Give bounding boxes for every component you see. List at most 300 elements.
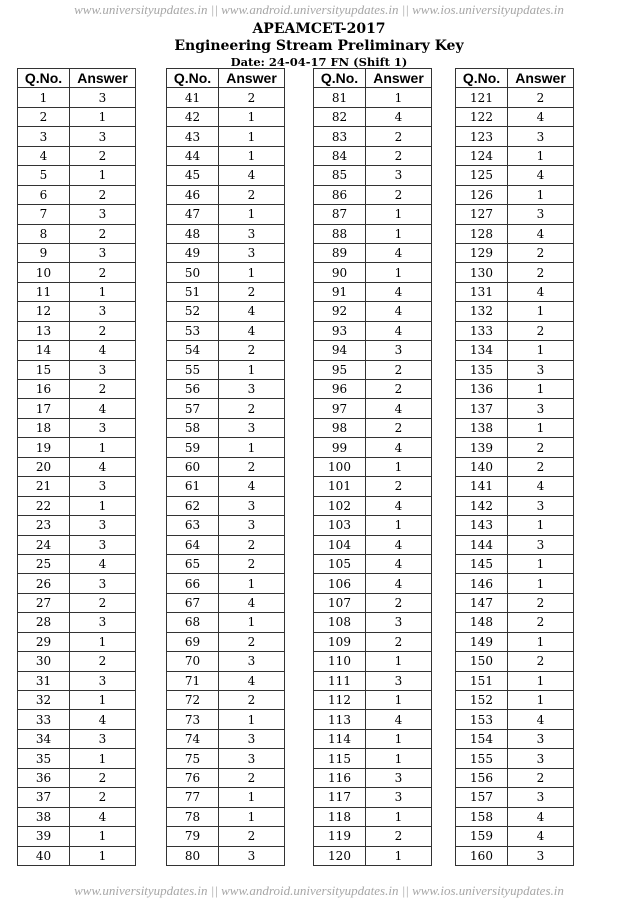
- table-row: [167, 380, 285, 399]
- table-row: [314, 418, 432, 437]
- question-number: 88: [314, 224, 366, 243]
- question-number: 143: [456, 516, 508, 535]
- answer-value: 3: [70, 205, 136, 224]
- table-row: [314, 710, 432, 729]
- question-number: 142: [456, 496, 508, 515]
- answer-value: 1: [366, 263, 432, 282]
- answer-value: 1: [70, 496, 136, 515]
- question-number: 43: [167, 127, 219, 146]
- table-row: [314, 535, 432, 554]
- answer-value: 4: [70, 341, 136, 360]
- question-number: 71: [167, 671, 219, 690]
- question-number: 1: [18, 88, 70, 107]
- table-row: [456, 243, 574, 262]
- table-row: [456, 477, 574, 496]
- table-row: [314, 729, 432, 748]
- question-number: 20: [18, 457, 70, 476]
- table-row: [167, 788, 285, 807]
- answer-header: Answer: [219, 69, 285, 88]
- question-number: 60: [167, 457, 219, 476]
- qno-header: Q.No.: [456, 69, 508, 88]
- table-row: [167, 593, 285, 612]
- answer-value: 1: [70, 691, 136, 710]
- question-number: 118: [314, 807, 366, 826]
- table-row: [456, 341, 574, 360]
- answer-value: 4: [366, 496, 432, 515]
- answer-value: 2: [366, 185, 432, 204]
- question-number: 59: [167, 438, 219, 457]
- question-number: 146: [456, 574, 508, 593]
- table-row: [167, 652, 285, 671]
- question-number: 28: [18, 613, 70, 632]
- table-row: [456, 691, 574, 710]
- question-number: 83: [314, 127, 366, 146]
- question-number: 73: [167, 710, 219, 729]
- question-number: 101: [314, 477, 366, 496]
- question-number: 119: [314, 827, 366, 846]
- table-row: [18, 846, 136, 865]
- answer-value: 3: [70, 477, 136, 496]
- answer-value: 4: [508, 224, 574, 243]
- answer-value: 2: [366, 632, 432, 651]
- question-number: 31: [18, 671, 70, 690]
- table-row: [18, 243, 136, 262]
- question-number: 93: [314, 321, 366, 340]
- table-row: [167, 671, 285, 690]
- table-row: [314, 166, 432, 185]
- question-number: 110: [314, 652, 366, 671]
- table-row: [314, 457, 432, 476]
- question-number: 156: [456, 768, 508, 787]
- answer-value: 4: [70, 457, 136, 476]
- question-number: 78: [167, 807, 219, 826]
- question-number: 44: [167, 146, 219, 165]
- table-row: [167, 107, 285, 126]
- question-number: 133: [456, 321, 508, 340]
- answer-value: 2: [508, 438, 574, 457]
- answer-value: 1: [366, 516, 432, 535]
- table-row: [18, 652, 136, 671]
- answer-value: 2: [508, 263, 574, 282]
- answer-value: 4: [366, 535, 432, 554]
- answer-value: 3: [508, 360, 574, 379]
- question-number: 158: [456, 807, 508, 826]
- answer-value: 1: [508, 185, 574, 204]
- question-number: 134: [456, 341, 508, 360]
- table-row: [18, 496, 136, 515]
- table-row: [18, 710, 136, 729]
- question-number: 2: [18, 107, 70, 126]
- question-number: 13: [18, 321, 70, 340]
- table-row: [18, 535, 136, 554]
- answer-value: 1: [508, 341, 574, 360]
- answer-value: 2: [219, 691, 285, 710]
- answer-value: 3: [219, 224, 285, 243]
- answer-value: 4: [219, 321, 285, 340]
- table-row: [18, 554, 136, 573]
- answer-value: 3: [70, 516, 136, 535]
- question-number: 121: [456, 88, 508, 107]
- table-row: [18, 380, 136, 399]
- question-number: 12: [18, 302, 70, 321]
- answer-value: 3: [508, 788, 574, 807]
- table-row: [18, 146, 136, 165]
- answer-value: 2: [70, 380, 136, 399]
- table-row: [167, 846, 285, 865]
- question-number: 87: [314, 205, 366, 224]
- answer-value: 3: [508, 496, 574, 515]
- table-row: [456, 593, 574, 612]
- question-number: 131: [456, 282, 508, 301]
- question-number: 66: [167, 574, 219, 593]
- question-number: 40: [18, 846, 70, 865]
- answer-value: 4: [366, 282, 432, 301]
- question-number: 36: [18, 768, 70, 787]
- answer-value: 3: [219, 380, 285, 399]
- question-number: 137: [456, 399, 508, 418]
- answer-value: 1: [219, 205, 285, 224]
- answer-value: 3: [508, 846, 574, 865]
- answer-value: 4: [508, 827, 574, 846]
- answer-value: 4: [508, 710, 574, 729]
- table-row: [18, 341, 136, 360]
- table-row: [314, 360, 432, 379]
- table-row: [167, 321, 285, 340]
- table-row: [18, 438, 136, 457]
- answer-value: 3: [366, 341, 432, 360]
- question-number: 149: [456, 632, 508, 651]
- table-row: [167, 166, 285, 185]
- table-row: [18, 282, 136, 301]
- answer-value: 2: [219, 457, 285, 476]
- answer-header: Answer: [366, 69, 432, 88]
- question-number: 114: [314, 729, 366, 748]
- question-number: 160: [456, 846, 508, 865]
- table-row: [314, 243, 432, 262]
- answer-value: 4: [70, 399, 136, 418]
- answer-value: 4: [366, 302, 432, 321]
- answer-value: 2: [366, 360, 432, 379]
- table-row: [167, 360, 285, 379]
- answer-value: 2: [366, 418, 432, 437]
- answer-value: 1: [219, 613, 285, 632]
- question-number: 157: [456, 788, 508, 807]
- answer-value: 1: [219, 438, 285, 457]
- answer-value: 1: [508, 691, 574, 710]
- question-number: 94: [314, 341, 366, 360]
- question-number: 69: [167, 632, 219, 651]
- answer-value: 1: [366, 205, 432, 224]
- question-number: 17: [18, 399, 70, 418]
- table-row: [167, 185, 285, 204]
- answer-header: Answer: [508, 69, 574, 88]
- answer-value: 1: [366, 652, 432, 671]
- answer-value: 3: [70, 88, 136, 107]
- question-number: 108: [314, 613, 366, 632]
- table-row: [167, 302, 285, 321]
- table-row: [456, 127, 574, 146]
- question-number: 25: [18, 554, 70, 573]
- answer-value: 2: [70, 593, 136, 612]
- question-number: 154: [456, 729, 508, 748]
- question-number: 76: [167, 768, 219, 787]
- table-row: [314, 399, 432, 418]
- table-row: [456, 418, 574, 437]
- table-row: [456, 846, 574, 865]
- question-number: 105: [314, 554, 366, 573]
- question-number: 45: [167, 166, 219, 185]
- answer-value: 2: [366, 477, 432, 496]
- answer-value: 3: [70, 613, 136, 632]
- question-number: 111: [314, 671, 366, 690]
- table-row: [456, 632, 574, 651]
- table-row: [456, 749, 574, 768]
- table-row: [18, 321, 136, 340]
- table-row: [18, 827, 136, 846]
- answer-value: 2: [70, 788, 136, 807]
- table-row: [18, 691, 136, 710]
- answer-value: 2: [366, 127, 432, 146]
- question-number: 92: [314, 302, 366, 321]
- answer-value: 4: [70, 710, 136, 729]
- question-number: 126: [456, 185, 508, 204]
- table-row: [314, 554, 432, 573]
- answer-value: 2: [70, 263, 136, 282]
- table-row: [314, 302, 432, 321]
- table-row: [18, 457, 136, 476]
- table-row: [167, 632, 285, 651]
- answer-value: 2: [366, 827, 432, 846]
- question-number: 57: [167, 399, 219, 418]
- question-number: 79: [167, 827, 219, 846]
- question-number: 75: [167, 749, 219, 768]
- watermark-bottom: www.universityupdates.in || www.android.universityupdates.in || www.ios.universityupdates.in: [74, 883, 564, 898]
- answer-value: 1: [70, 632, 136, 651]
- answer-value: 3: [508, 535, 574, 554]
- answer-value: 1: [366, 457, 432, 476]
- question-number: 113: [314, 710, 366, 729]
- table-row: [456, 88, 574, 107]
- question-number: 155: [456, 749, 508, 768]
- question-number: 50: [167, 263, 219, 282]
- answer-value: 3: [70, 535, 136, 554]
- answer-table-4: [455, 68, 574, 866]
- answer-value: 3: [70, 418, 136, 437]
- table-row: [314, 263, 432, 282]
- answer-value: 1: [508, 418, 574, 437]
- question-number: 38: [18, 807, 70, 826]
- table-row: [18, 399, 136, 418]
- answer-value: 3: [508, 399, 574, 418]
- table-row: [314, 574, 432, 593]
- question-number: 37: [18, 788, 70, 807]
- table-row: [18, 671, 136, 690]
- table-row: [456, 321, 574, 340]
- answer-value: 1: [366, 846, 432, 865]
- table-row: [456, 496, 574, 515]
- answer-value: 1: [366, 807, 432, 826]
- answer-value: 4: [366, 243, 432, 262]
- table-row: [456, 302, 574, 321]
- answer-value: 1: [219, 574, 285, 593]
- answer-value: 4: [70, 554, 136, 573]
- answer-value: 2: [70, 224, 136, 243]
- answer-value: 2: [508, 613, 574, 632]
- question-number: 62: [167, 496, 219, 515]
- table-row: [456, 107, 574, 126]
- table-row: [18, 185, 136, 204]
- question-number: 103: [314, 516, 366, 535]
- answer-value: 3: [508, 127, 574, 146]
- table-row: [167, 341, 285, 360]
- question-number: 106: [314, 574, 366, 593]
- question-number: 74: [167, 729, 219, 748]
- table-row: [167, 418, 285, 437]
- answer-value: 3: [366, 768, 432, 787]
- answer-value: 4: [219, 671, 285, 690]
- answer-value: 3: [219, 749, 285, 768]
- table-row: [456, 807, 574, 826]
- table-row: [167, 691, 285, 710]
- answer-value: 1: [508, 146, 574, 165]
- table-row: [167, 205, 285, 224]
- answer-value: 4: [508, 807, 574, 826]
- answer-value: 3: [70, 729, 136, 748]
- question-number: 91: [314, 282, 366, 301]
- answer-value: 3: [219, 243, 285, 262]
- answer-value: 1: [219, 146, 285, 165]
- table-row: [314, 477, 432, 496]
- answer-value: 2: [70, 146, 136, 165]
- answer-value: 4: [219, 593, 285, 612]
- table-row: [314, 496, 432, 515]
- answer-value: 1: [508, 632, 574, 651]
- question-number: 153: [456, 710, 508, 729]
- table-row: [18, 418, 136, 437]
- question-number: 15: [18, 360, 70, 379]
- question-number: 32: [18, 691, 70, 710]
- table-row: [456, 535, 574, 554]
- table-row: [314, 593, 432, 612]
- answer-value: 2: [219, 88, 285, 107]
- question-number: 10: [18, 263, 70, 282]
- question-number: 148: [456, 613, 508, 632]
- question-number: 7: [18, 205, 70, 224]
- table-row: [314, 516, 432, 535]
- question-number: 107: [314, 593, 366, 612]
- answer-value: 2: [219, 399, 285, 418]
- table-row: [456, 613, 574, 632]
- table-row: [167, 263, 285, 282]
- answer-value: 1: [70, 282, 136, 301]
- answer-value: 3: [70, 671, 136, 690]
- answer-value: 1: [219, 360, 285, 379]
- table-row: [456, 768, 574, 787]
- table-row: [18, 263, 136, 282]
- table-row: [314, 652, 432, 671]
- answer-value: 2: [508, 243, 574, 262]
- page-title: APEAMCET-2017: [252, 21, 386, 37]
- question-number: 109: [314, 632, 366, 651]
- table-row: [167, 535, 285, 554]
- answer-value: 4: [508, 107, 574, 126]
- watermark-top: www.universityupdates.in || www.android.universityupdates.in || www.ios.universityupdates.in: [74, 2, 564, 17]
- table-row: [456, 282, 574, 301]
- question-number: 99: [314, 438, 366, 457]
- answer-value: 2: [508, 652, 574, 671]
- question-number: 89: [314, 243, 366, 262]
- question-number: 112: [314, 691, 366, 710]
- table-row: [167, 243, 285, 262]
- answer-value: 2: [219, 554, 285, 573]
- question-number: 9: [18, 243, 70, 262]
- question-number: 141: [456, 477, 508, 496]
- answer-value: 2: [219, 185, 285, 204]
- table-row: [456, 185, 574, 204]
- question-number: 56: [167, 380, 219, 399]
- question-number: 130: [456, 263, 508, 282]
- table-row: [314, 613, 432, 632]
- question-number: 21: [18, 477, 70, 496]
- answer-value: 3: [70, 574, 136, 593]
- table-row: [167, 399, 285, 418]
- answer-value: 2: [70, 321, 136, 340]
- table-row: [167, 224, 285, 243]
- table-row: [314, 88, 432, 107]
- table-row: [167, 827, 285, 846]
- question-number: 8: [18, 224, 70, 243]
- table-row: [456, 224, 574, 243]
- question-number: 84: [314, 146, 366, 165]
- table-row: [18, 593, 136, 612]
- table-row: [314, 671, 432, 690]
- answer-table-1: [17, 68, 136, 866]
- table-row: [314, 691, 432, 710]
- question-number: 22: [18, 496, 70, 515]
- question-number: 52: [167, 302, 219, 321]
- answer-value: 4: [366, 321, 432, 340]
- table-row: [18, 729, 136, 748]
- answer-value: 2: [508, 768, 574, 787]
- table-row: [167, 457, 285, 476]
- question-number: 70: [167, 652, 219, 671]
- question-number: 55: [167, 360, 219, 379]
- question-number: 61: [167, 477, 219, 496]
- answer-value: 3: [219, 846, 285, 865]
- table-row: [314, 827, 432, 846]
- table-row: [167, 807, 285, 826]
- table-row: [18, 574, 136, 593]
- answer-value: 2: [366, 593, 432, 612]
- question-number: 68: [167, 613, 219, 632]
- answer-value: 3: [508, 729, 574, 748]
- answer-value: 3: [508, 749, 574, 768]
- question-number: 150: [456, 652, 508, 671]
- question-number: 132: [456, 302, 508, 321]
- table-row: [314, 438, 432, 457]
- table-row: [18, 768, 136, 787]
- question-number: 124: [456, 146, 508, 165]
- answer-value: 1: [366, 691, 432, 710]
- answer-value: 1: [508, 574, 574, 593]
- question-number: 67: [167, 593, 219, 612]
- question-number: 129: [456, 243, 508, 262]
- question-number: 159: [456, 827, 508, 846]
- table-row: [314, 146, 432, 165]
- answer-value: 3: [219, 652, 285, 671]
- question-number: 24: [18, 535, 70, 554]
- table-row: [456, 263, 574, 282]
